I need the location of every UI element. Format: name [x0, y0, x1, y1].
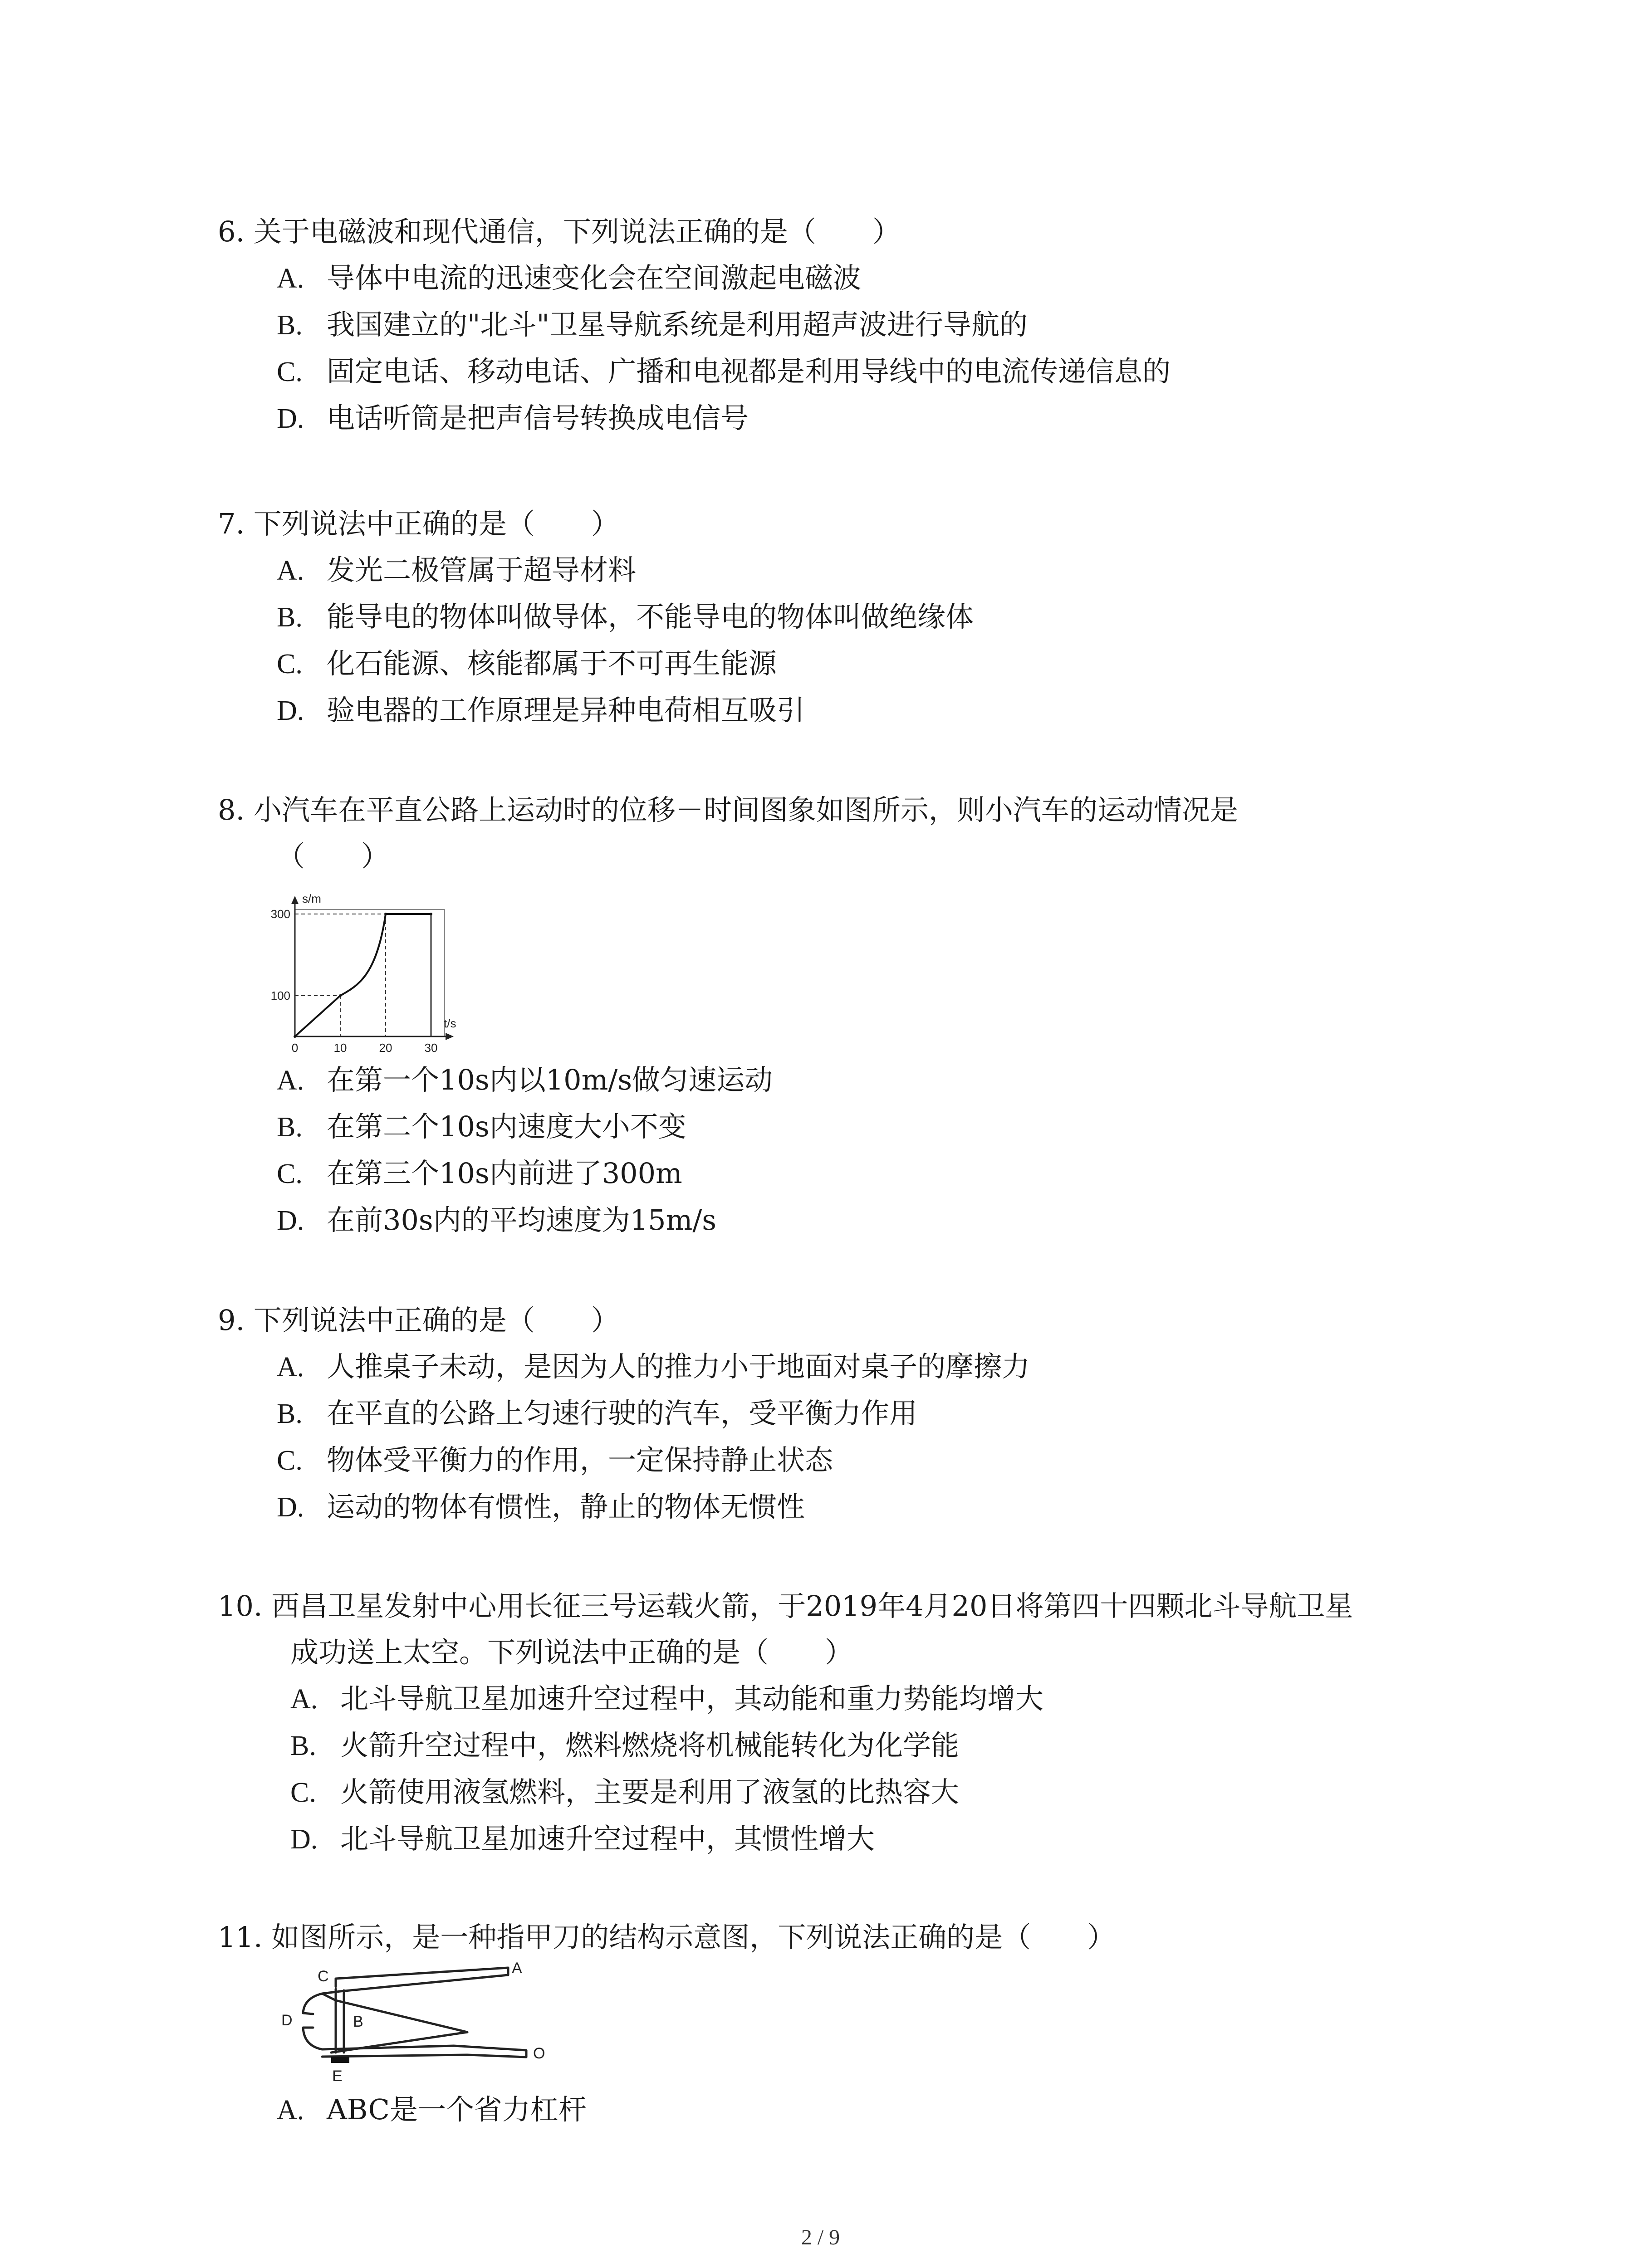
y-axis-arrow	[291, 896, 299, 904]
question-stem-continued: （ ）	[277, 840, 390, 873]
nail-clipper-diagram	[272, 1960, 563, 2096]
label-c: C	[318, 1968, 329, 1985]
option-b: B. 在平直的公路上匀速行驶的汽车，受平衡力作用	[277, 1397, 918, 1430]
question-9	[218, 1297, 1443, 1530]
question-8	[218, 787, 1443, 880]
option-d: D. 电话听筒是把声信号转换成电信号	[277, 401, 749, 435]
option-d: D. 运动的物体有惯性，静止的物体无惯性	[277, 1490, 805, 1523]
option-a: A. ABC是一个省力杠杆	[277, 2093, 587, 2126]
option-c: C. 火箭使用液氢燃料，主要是利用了液氢的比热容大	[290, 1775, 960, 1809]
x-tick-label: 0	[291, 1041, 299, 1055]
option-a: A. 人推桌子未动，是因为人的推力小于地面对桌子的摩擦力	[277, 1350, 1030, 1383]
option-d: D. 在前30s内的平均速度为15m/s	[277, 1203, 717, 1237]
label-a: A	[512, 1960, 522, 1977]
option-d: D. 验电器的工作原理是异种电荷相互吸引	[277, 694, 805, 727]
x-tick-label: 30	[424, 1041, 438, 1055]
label-o: O	[533, 2045, 545, 2062]
option-a: A. 在第一个10s内以10m/s做匀速运动	[277, 1063, 773, 1096]
position-time-graph	[254, 880, 463, 1061]
x-tick-label: 20	[379, 1041, 392, 1055]
option-b: B. 在第二个10s内速度大小不变	[277, 1110, 686, 1143]
option-a: A. 北斗导航卫星加速升空过程中，其动能和重力势能均增大	[290, 1682, 1044, 1715]
pin-base	[331, 2057, 349, 2063]
question-8-options	[218, 1057, 1443, 1244]
question-7	[218, 501, 1443, 734]
option-c: C. 固定电话、移动电话、广播和电视都是利用导线中的电流传递信息的	[277, 355, 1171, 388]
question-6	[218, 209, 1443, 442]
label-d: D	[281, 2012, 293, 2029]
option-c: C. 化石能源、核能都属于不可再生能源	[277, 647, 777, 680]
option-d: D. 北斗导航卫星加速升空过程中，其惯性增大	[290, 1822, 875, 1855]
option-b: B. 我国建立的"北斗"卫星导航系统是利用超声波进行导航的	[277, 308, 1028, 341]
position-curve	[295, 914, 431, 1036]
option-c: C. 在第三个10s内前进了300m	[277, 1157, 682, 1190]
label-b: B	[353, 2013, 363, 2030]
page-number: 2 / 9	[801, 2225, 840, 2249]
question-stem: 11. 如图所示，是一种指甲刀的结构示意图，下列说法正确的是（ ）	[218, 1921, 1116, 1954]
y-tick-label: 100	[270, 989, 290, 1002]
option-b: B. 火箭升空过程中，燃料燃烧将机械能转化为化学能	[290, 1729, 960, 1762]
option-b: B. 能导电的物体叫做导体，不能导电的物体叫做绝缘体	[277, 600, 974, 633]
question-10	[218, 1583, 1443, 1862]
lower-blade-inner	[331, 2032, 467, 2053]
question-stem: 7. 下列说法中正确的是（ ）	[218, 507, 619, 540]
option-a: A. 发光二极管属于超导材料	[277, 553, 637, 587]
data-point	[384, 913, 387, 915]
question-stem: 9. 下列说法中正确的是（ ）	[218, 1304, 619, 1337]
y-tick-label: 300	[270, 907, 290, 921]
x-axis-arrow	[446, 1033, 454, 1040]
question-11-options	[218, 2087, 1443, 2133]
data-point	[430, 913, 432, 915]
upper-lever	[336, 1968, 508, 1991]
question-stem: 6. 关于电磁波和现代通信，下列说法正确的是（ ）	[218, 215, 901, 248]
label-e: E	[332, 2068, 343, 2085]
x-tick-label: 10	[333, 1041, 347, 1055]
question-stem: 8. 小汽车在平直公路上运动时的位移－时间图象如图所示，则小汽车的运动情况是	[218, 793, 1238, 826]
x-axis-label: t/s	[444, 1017, 456, 1030]
option-a: A. 导体中电流的迅速变化会在空间激起电磁波	[277, 261, 862, 294]
data-point	[339, 994, 342, 997]
data-point	[294, 1035, 296, 1038]
question-11	[218, 1914, 1443, 1960]
y-axis-label: s/m	[302, 892, 321, 905]
option-c: C. 物体受平衡力的作用，一定保持静止状态	[277, 1443, 833, 1476]
question-stem-continued: 成功送上太空。下列说法中正确的是（ ）	[290, 1636, 853, 1669]
question-stem: 10. 西昌卫星发射中心用长征三号运载火箭，于2019年4月20日将第四十四颗北斗导航卫星	[218, 1589, 1353, 1623]
